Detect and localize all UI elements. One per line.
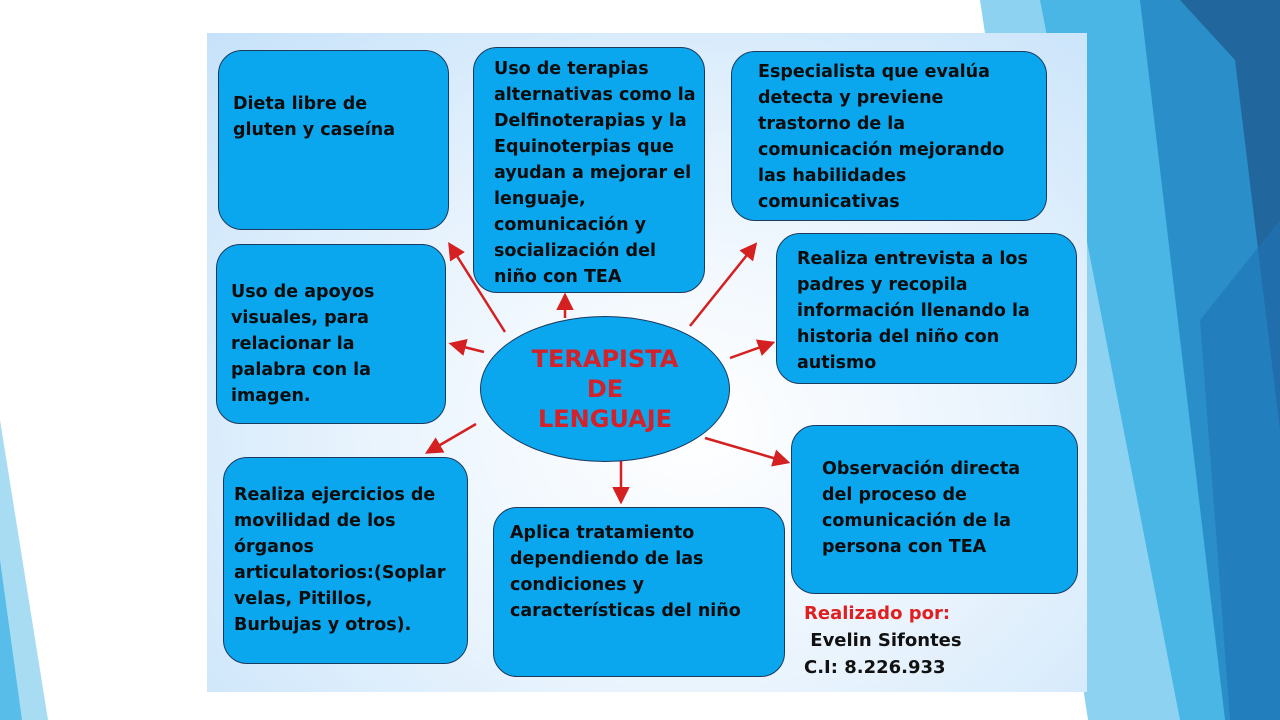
node-diet bbox=[218, 50, 449, 230]
node-interview bbox=[776, 233, 1077, 384]
node-therapies bbox=[473, 47, 705, 293]
node-exercises bbox=[223, 457, 468, 664]
node-treatment-text: Aplica tratamiento dependiendo de las condiciones y características del niño bbox=[510, 523, 741, 621]
credits-id: C.I: 8.226.933 bbox=[804, 657, 946, 678]
node-specialist-text: Especialista que evalúa detecta y previene trastorno de la comunicación mejorando las habilidades comunicativas bbox=[758, 62, 1005, 212]
node-visual-text: Uso de apoyos visuales, para relacionar la palabra con la imagen. bbox=[231, 282, 375, 406]
center-node-title: TERAPISTA DE LENGUAJE bbox=[531, 345, 679, 433]
credits-label: Realizado por: bbox=[804, 603, 951, 624]
node-specialist bbox=[731, 51, 1047, 221]
node-diet-text: Dieta libre de gluten y caseína bbox=[233, 94, 396, 140]
node-therapies-text: Uso de terapias alternativas como la Delfinoterapias y la Equinoterpias que ayudan a mejorar el lenguaje, comunicación y socialización del niño con TEA bbox=[494, 59, 696, 287]
center-node bbox=[480, 316, 730, 462]
node-observation-text: Observación directa del proceso de comunicación de la persona con TEA bbox=[822, 459, 1021, 557]
node-observation bbox=[791, 425, 1078, 594]
node-interview-text: Realiza entrevista a los padres y recopila información llenando la historia del niño con autismo bbox=[797, 249, 1030, 373]
node-exercises-text: Realiza ejercicios de movilidad de los órganos articulatorios:(Soplar velas, Pitillos, Burbujas y otros). bbox=[234, 485, 446, 635]
node-visual bbox=[216, 244, 446, 424]
node-treatment bbox=[493, 507, 785, 677]
credits-block bbox=[804, 600, 962, 681]
credits-author: Evelin Sifontes bbox=[804, 630, 962, 651]
